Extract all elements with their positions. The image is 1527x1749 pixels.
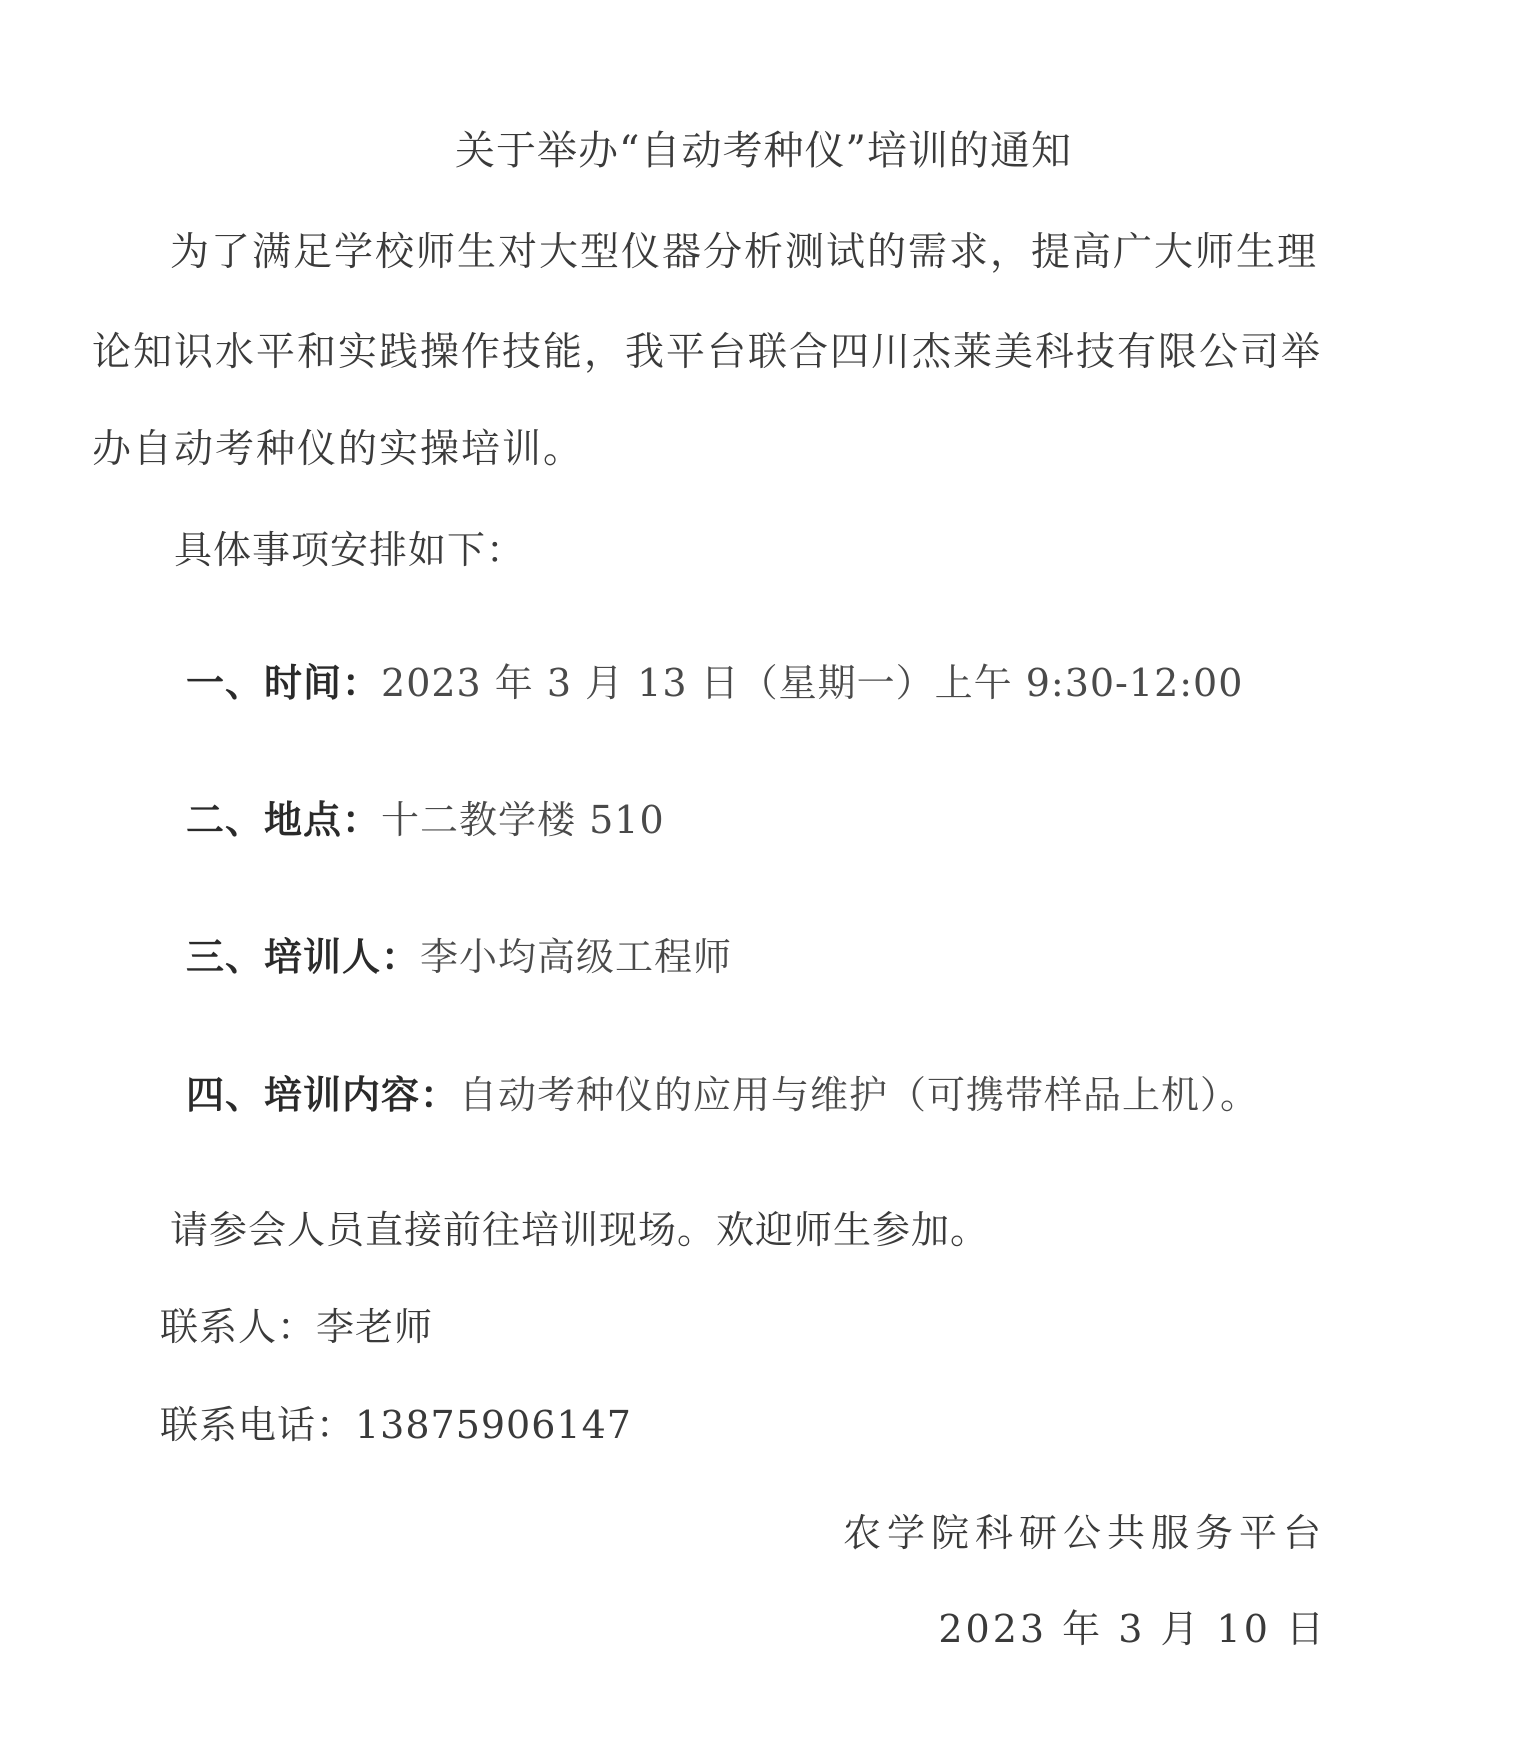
contact-phone: 联系电话：13875906147 <box>160 1403 632 1447</box>
issue-date: 2023 年 3 月 10 日 <box>938 1607 1327 1651</box>
notice-title: 关于举办“自动考种仪”培训的通知 <box>455 128 1072 174</box>
item-content <box>186 1070 1259 1120</box>
item-location-label: 二、地点： <box>186 797 382 842</box>
intro-line-1: 为了满足学校师生对大型仪器分析测试的需求，提高广大师生理 <box>170 230 1319 275</box>
issuer-signature: 农学院科研公共服务平台 <box>842 1511 1327 1555</box>
item-trainer <box>186 932 732 982</box>
intro-line-2: 论知识水平和实践操作技能，我平台联合四川杰莱美科技有限公司举 <box>92 330 1323 375</box>
item-time-value: 2023 年 3 月 13 日（星期一）上午 9:30-12:00 <box>381 661 1244 705</box>
arrangement-intro: 具体事项安排如下： <box>174 528 526 572</box>
item-trainer-value: 李小均高级工程师 <box>420 935 733 979</box>
item-time <box>186 658 1243 708</box>
item-content-label: 四、培训内容： <box>186 1072 460 1117</box>
intro-line-3: 办自动考种仪的实操培训。 <box>92 427 585 472</box>
item-trainer-label: 三、培训人： <box>186 934 421 979</box>
item-location <box>186 795 665 845</box>
closing-text: 请参会人员直接前往培训现场。欢迎师生参加。 <box>170 1208 990 1252</box>
contact-person: 联系人：李老师 <box>160 1305 434 1349</box>
item-location-value: 十二教学楼 510 <box>381 798 665 842</box>
item-time-label: 一、时间： <box>186 660 382 705</box>
item-content-value: 自动考种仪的应用与维护（可携带样品上机）。 <box>459 1073 1260 1117</box>
